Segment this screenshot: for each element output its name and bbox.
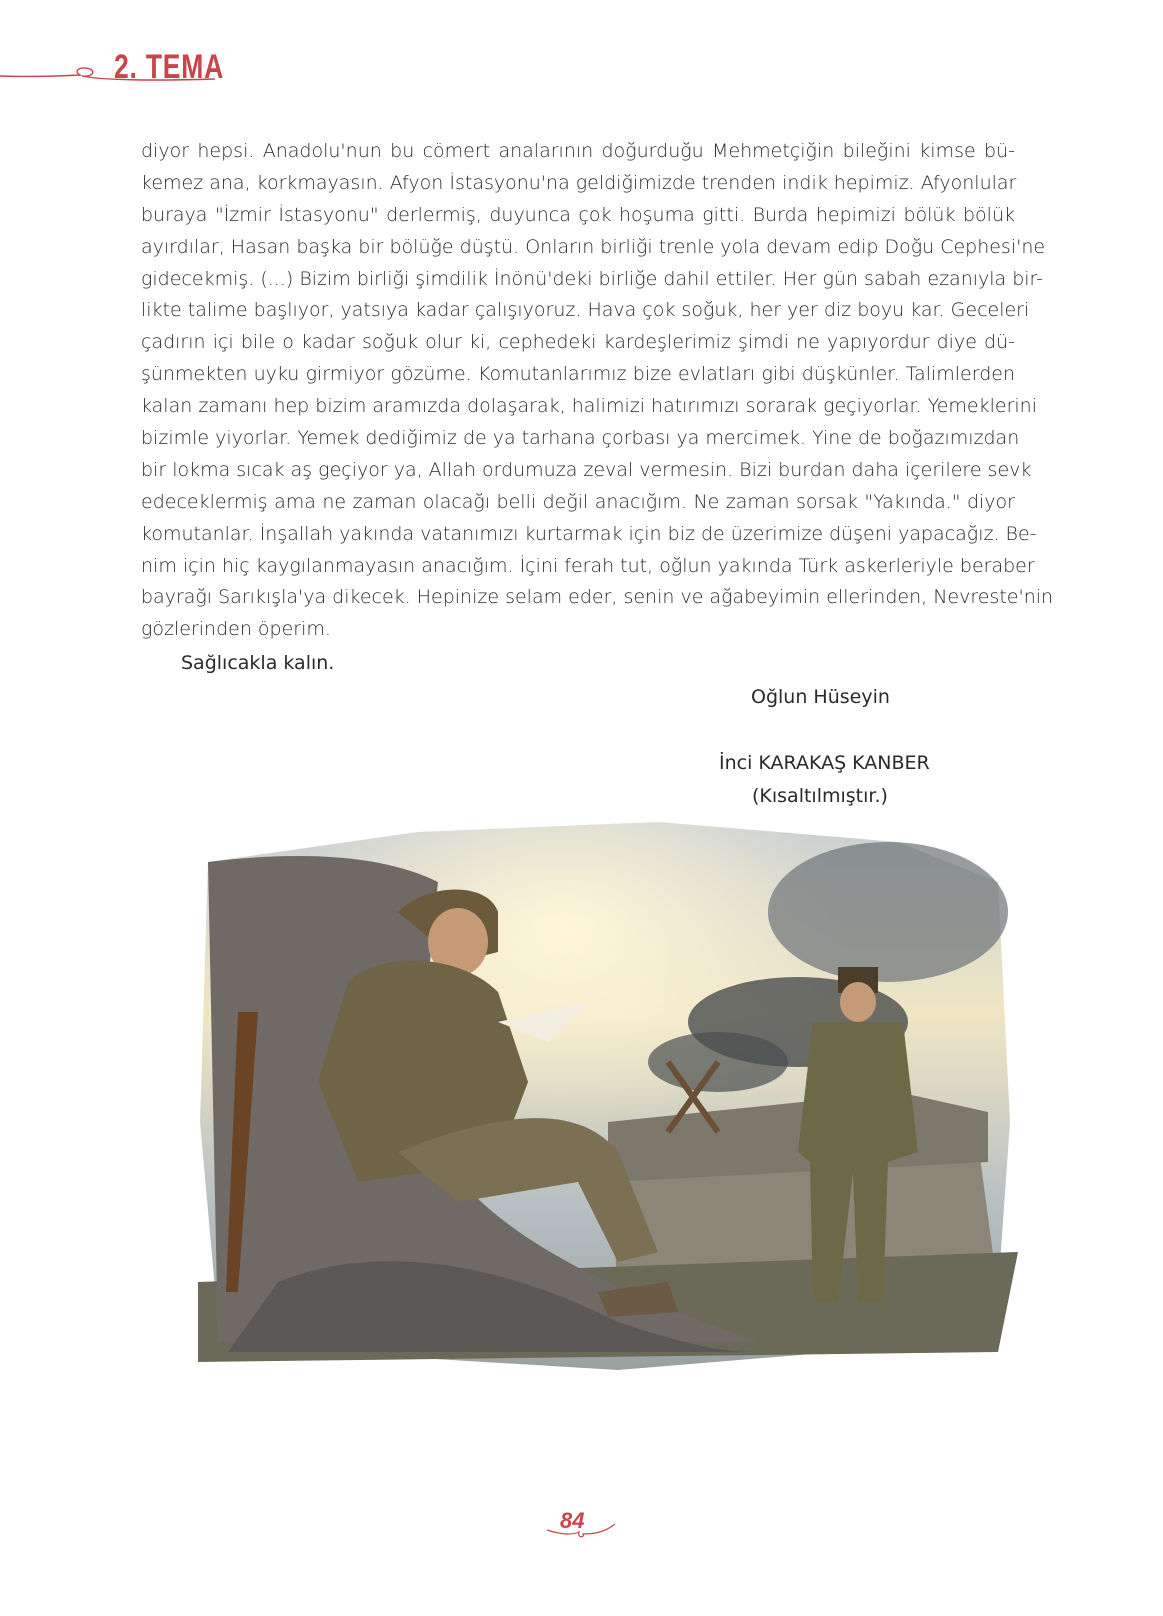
letter-line: bayrağı Sarıkışla'ya dikecek. Hepinize selam eder, senin ve ağabeyimin ellerinden, Nevreste'nin [141,586,1054,609]
letter-line: likte talime başlıyor, yatsıya kadar çalışıyoruz. Hava çok soğuk, her yer diz boyu kar. Geceleri [141,299,1030,322]
letter-signature: Oğlun Hüseyin [751,686,890,708]
letter-line: diyor hepsi. Anadolu'nun bu cömert analarının doğurduğu Mehmetçiğin bileğini kimse bü- [141,140,1015,162]
theme-title: 2. TEMA [114,48,225,86]
letter-line: çadırın içi bile o kadar soğuk olur ki, cephedeki kardeşlerimiz şimdi ne yapıyordur diye dü- [141,331,1015,354]
letter-line: bizimle yiyorlar. Yemek dediğimiz de ya tarhana çorbası ya mercimek. Yine de boğazımızdan [141,427,1020,450]
letter-body [141,136,1054,646]
letter-line: gözlerinden öperim. [141,618,331,641]
letter-line: şünmekten uyku girmiyor gözüme. Komutanlarımız bize evlatları gibi düşkünler. Talimlerden [141,363,1015,386]
letter-line: gidecekmiş. (...) Bizim birliği şimdilik İnönü'deki birliğe dahil ettiler. Her gün sabah ezanıyla bir- [141,267,1044,290]
page-number: 84 [560,1508,585,1533]
letter-line: nim için hiç kaygılanmayasın anacığım. İçini ferah tut, oğlun yakında Türk askerleriyle beraber [141,554,1035,577]
letter-line: buraya "İzmir İstasyonu" derlermiş, duyunca çok hoşuma gitti. Burda hepimizi bölük bölük [141,203,1015,226]
letter-line: komutanlar. İnşallah yakında vatanımızı kurtarmak için biz de üzerimize düşeni yapacağız. Be- [141,522,1037,545]
letter-line: edeceklermiş ama ne zaman olacağı belli değil anacığım. Ne zaman sorsak "Yakında." diyor [141,490,1015,513]
soldier-writing-letter-illustration [198,822,1018,1382]
letter-line: ayırdılar, Hasan başka bir bölüğe düştü. Onların birliği trenle yola devam edip Doğu Cephesi'ne [141,235,1046,258]
letter-line: bir lokma sıcak aş geçiyor ya, Allah ordumuza zeval vermesin. Bizi burdan daha içerilere sevk [141,458,1032,481]
letter-line: kalan zamanı hep bizim aramızda dolaşarak, halimizi hatırımızı sorarak geçiyorlar. Yemeklerini [141,395,1037,418]
letter-line: kemez ana, korkmayasın. Afyon İstasyonu'na geldiğimizde trenden indik hepimiz. Afyonlular [141,171,1017,194]
letter-closing: Sağlıcakla kalın. [181,652,335,674]
source-author: İnci KARAKAŞ KANBER [719,752,930,774]
source-note: (Kısaltılmıştır.) [752,785,888,807]
